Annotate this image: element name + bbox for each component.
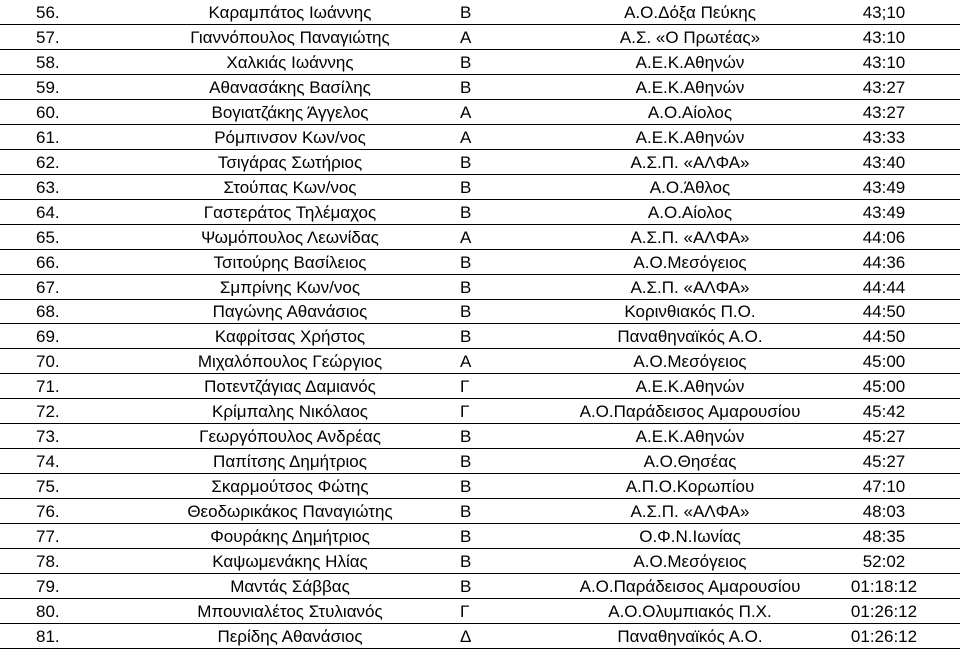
category-cell: Β	[460, 552, 472, 572]
table-row	[0, 599, 960, 624]
athlete-name-cell: Γαστεράτος Τηλέμαχος	[203, 202, 377, 222]
table-row	[0, 349, 960, 374]
rank-cell: 80.	[36, 602, 60, 622]
athlete-name-cell: Γιαννόπουλος Παναγιώτης	[190, 27, 390, 47]
category-cell: Β	[460, 327, 472, 347]
rank-cell: 74.	[36, 452, 60, 472]
time-cell: 45:27	[862, 427, 906, 447]
table-row	[0, 100, 960, 125]
table-row	[0, 549, 960, 574]
athlete-name-cell: Ρόμπινσον Κων/νος	[214, 127, 366, 147]
athlete-name-cell: Μπουνιαλέτος Στυλιανός	[197, 602, 383, 622]
club-cell: Α.Σ.Π. «ΑΛΦΑ»	[630, 227, 750, 247]
time-cell: 43;10	[862, 2, 906, 22]
athlete-name-cell: Καφρίτσας Χρήστος	[214, 327, 366, 347]
club-cell: Α.Ο.Παράδεισος Αμαρουσίου	[579, 402, 801, 422]
table-row	[0, 300, 960, 325]
club-cell: Α.Ε.Κ.Αθηνών	[635, 52, 745, 72]
time-cell: 45:42	[862, 402, 906, 422]
category-cell: Β	[460, 2, 472, 22]
time-cell: 43:33	[862, 127, 906, 147]
category-cell: Β	[460, 177, 472, 197]
club-cell: Α.Σ.Π. «ΑΛΦΑ»	[630, 152, 750, 172]
category-cell: Δ	[460, 626, 472, 646]
time-cell: 01:18:12	[850, 577, 918, 597]
rank-cell: 58.	[36, 52, 60, 72]
table-row	[0, 324, 960, 349]
table-row	[0, 374, 960, 399]
athlete-name-cell: Τσιτούρης Βασίλειος	[213, 252, 367, 272]
club-cell: Παναθηναϊκός Α.Ο.	[617, 626, 763, 646]
time-cell: 45:00	[862, 377, 906, 397]
table-row	[0, 624, 960, 649]
category-cell: Γ	[460, 602, 470, 622]
rank-cell: 61.	[36, 127, 60, 147]
table-row	[0, 474, 960, 499]
club-cell: Α.Ε.Κ.Αθηνών	[635, 77, 745, 97]
club-cell: Ο.Φ.Ν.Ιωνίας	[639, 527, 741, 547]
rank-cell: 78.	[36, 552, 60, 572]
time-cell: 01:26:12	[850, 602, 918, 622]
club-cell: Α.Ο.Μεσόγειος	[633, 352, 747, 372]
rank-cell: 62.	[36, 152, 60, 172]
athlete-name-cell: Σμπρίνης Κων/νος	[219, 277, 361, 297]
table-row	[0, 399, 960, 424]
rank-cell: 77.	[36, 527, 60, 547]
category-cell: Β	[460, 302, 472, 322]
table-row	[0, 250, 960, 275]
table-row	[0, 25, 960, 50]
time-cell: 01:26:12	[850, 626, 918, 646]
club-cell: Α.Ε.Κ.Αθηνών	[635, 377, 745, 397]
time-cell: 43:49	[862, 202, 906, 222]
time-cell: 44:06	[862, 227, 906, 247]
athlete-name-cell: Στούπας Κων/νος	[223, 177, 357, 197]
time-cell: 45:27	[862, 452, 906, 472]
club-cell: Α.Ο.Αίολος	[647, 102, 733, 122]
time-cell: 44:50	[862, 327, 906, 347]
rank-cell: 64.	[36, 202, 60, 222]
time-cell: 52:02	[862, 552, 906, 572]
category-cell: Α	[460, 227, 472, 247]
category-cell: Β	[460, 77, 472, 97]
club-cell: Α.Ο.Μεσόγειος	[633, 252, 747, 272]
category-cell: Γ	[460, 377, 470, 397]
time-cell: 44:50	[862, 302, 906, 322]
category-cell: Α	[460, 102, 472, 122]
table-row	[0, 275, 960, 300]
club-cell: Α.Ο.Ολυμπιακός Π.Χ.	[608, 602, 772, 622]
table-row	[0, 225, 960, 250]
athlete-name-cell: Παπίτσης Δημήτριος	[213, 452, 367, 472]
category-cell: Β	[460, 452, 472, 472]
category-cell: Β	[460, 527, 472, 547]
club-cell: Α.Ο.Άθλος	[649, 177, 731, 197]
club-cell: Α.Ο.Παράδεισος Αμαρουσίου	[579, 577, 801, 597]
athlete-name-cell: Τσιγάρας Σωτήριος	[217, 152, 363, 172]
athlete-name-cell: Κρίμπαλης Νικόλαος	[212, 402, 368, 422]
rank-cell: 73.	[36, 427, 60, 447]
rank-cell: 69.	[36, 327, 60, 347]
table-row	[0, 449, 960, 474]
time-cell: 43:27	[862, 102, 906, 122]
table-row	[0, 499, 960, 524]
category-cell: Β	[460, 577, 472, 597]
time-cell: 43:10	[862, 27, 906, 47]
table-row	[0, 50, 960, 75]
athlete-name-cell: Παγώνης Αθανάσιος	[212, 302, 368, 322]
rank-cell: 71.	[36, 377, 60, 397]
rank-cell: 72.	[36, 402, 60, 422]
table-row	[0, 424, 960, 449]
club-cell: Α.Ο.Αίολος	[647, 202, 733, 222]
table-row	[0, 574, 960, 599]
club-cell: Α.Ε.Κ.Αθηνών	[635, 427, 745, 447]
athlete-name-cell: Σκαρμούτσος Φώτης	[211, 477, 369, 497]
club-cell: Α.Ο.Θησέας	[643, 452, 737, 472]
athlete-name-cell: Ψωμόπουλος Λεωνίδας	[201, 227, 379, 247]
time-cell: 48:03	[862, 502, 906, 522]
club-cell: Α.Ο.Δόξα Πεύκης	[624, 2, 756, 22]
club-cell: Κορινθιακός Π.Ο.	[624, 302, 756, 322]
athlete-name-cell: Καψωμενάκης Ηλίας	[212, 552, 368, 572]
category-cell: Α	[460, 352, 472, 372]
athlete-name-cell: Φουράκης Δημήτριος	[210, 527, 370, 547]
rank-cell: 70.	[36, 352, 60, 372]
athlete-name-cell: Γεωργόπουλος Ανδρέας	[199, 427, 381, 447]
rank-cell: 81.	[36, 626, 60, 646]
club-cell: Α.Ο.Μεσόγειος	[633, 552, 747, 572]
rank-cell: 79.	[36, 577, 60, 597]
athlete-name-cell: Μιχαλόπουλος Γεώργιος	[197, 352, 383, 372]
category-cell: Β	[460, 252, 472, 272]
time-cell: 44:36	[862, 252, 906, 272]
time-cell: 43:10	[862, 52, 906, 72]
time-cell: 43:40	[862, 152, 906, 172]
rank-cell: 68.	[36, 302, 60, 322]
club-cell: Α.Σ.Π. «ΑΛΦΑ»	[630, 277, 750, 297]
category-cell: Β	[460, 477, 472, 497]
club-cell: Α.Π.Ο.Κορωπίου	[625, 477, 755, 497]
athlete-name-cell: Περίδης Αθανάσιος	[217, 626, 363, 646]
rank-cell: 63.	[36, 177, 60, 197]
time-cell: 47:10	[862, 477, 906, 497]
category-cell: Α	[460, 127, 472, 147]
club-cell: Α.Σ. «Ο Πρωτέας»	[619, 27, 761, 47]
club-cell: Α.Σ.Π. «ΑΛΦΑ»	[630, 502, 750, 522]
club-cell: Α.Ε.Κ.Αθηνών	[635, 127, 745, 147]
athlete-name-cell: Καραμπάτος Ιωάννης	[208, 2, 372, 22]
rank-cell: 75.	[36, 477, 60, 497]
category-cell: Γ	[460, 402, 470, 422]
table-row	[0, 175, 960, 200]
athlete-name-cell: Θεοδωρικάκος Παναγιώτης	[187, 502, 393, 522]
athlete-name-cell: Αθανασάκης Βασίλης	[209, 77, 371, 97]
time-cell: 43:27	[862, 77, 906, 97]
rank-cell: 60.	[36, 102, 60, 122]
category-cell: Β	[460, 52, 472, 72]
time-cell: 45:00	[862, 352, 906, 372]
rank-cell: 57.	[36, 27, 60, 47]
category-cell: Β	[460, 502, 472, 522]
category-cell: Β	[460, 277, 472, 297]
time-cell: 44:44	[862, 277, 906, 297]
rank-cell: 65.	[36, 227, 60, 247]
table-row	[0, 150, 960, 175]
rank-cell: 59.	[36, 77, 60, 97]
table-row	[0, 524, 960, 549]
rank-cell: 66.	[36, 252, 60, 272]
time-cell: 43:49	[862, 177, 906, 197]
category-cell: Β	[460, 427, 472, 447]
athlete-name-cell: Μαντάς Σάββας	[230, 577, 350, 597]
category-cell: Α	[460, 27, 472, 47]
time-cell: 48:35	[862, 527, 906, 547]
table-row	[0, 75, 960, 100]
table-row	[0, 0, 960, 25]
athlete-name-cell: Χαλκιάς Ιωάννης	[226, 52, 354, 72]
rank-cell: 56.	[36, 2, 60, 22]
table-row	[0, 200, 960, 225]
athlete-name-cell: Ποτεντζάγιας Δαμιανός	[204, 377, 376, 397]
table-row	[0, 125, 960, 150]
rank-cell: 67.	[36, 277, 60, 297]
category-cell: Β	[460, 202, 472, 222]
club-cell: Παναθηναϊκός Α.Ο.	[617, 327, 763, 347]
category-cell: Β	[460, 152, 472, 172]
rank-cell: 76.	[36, 502, 60, 522]
athlete-name-cell: Βογιατζάκης Άγγελος	[211, 102, 369, 122]
